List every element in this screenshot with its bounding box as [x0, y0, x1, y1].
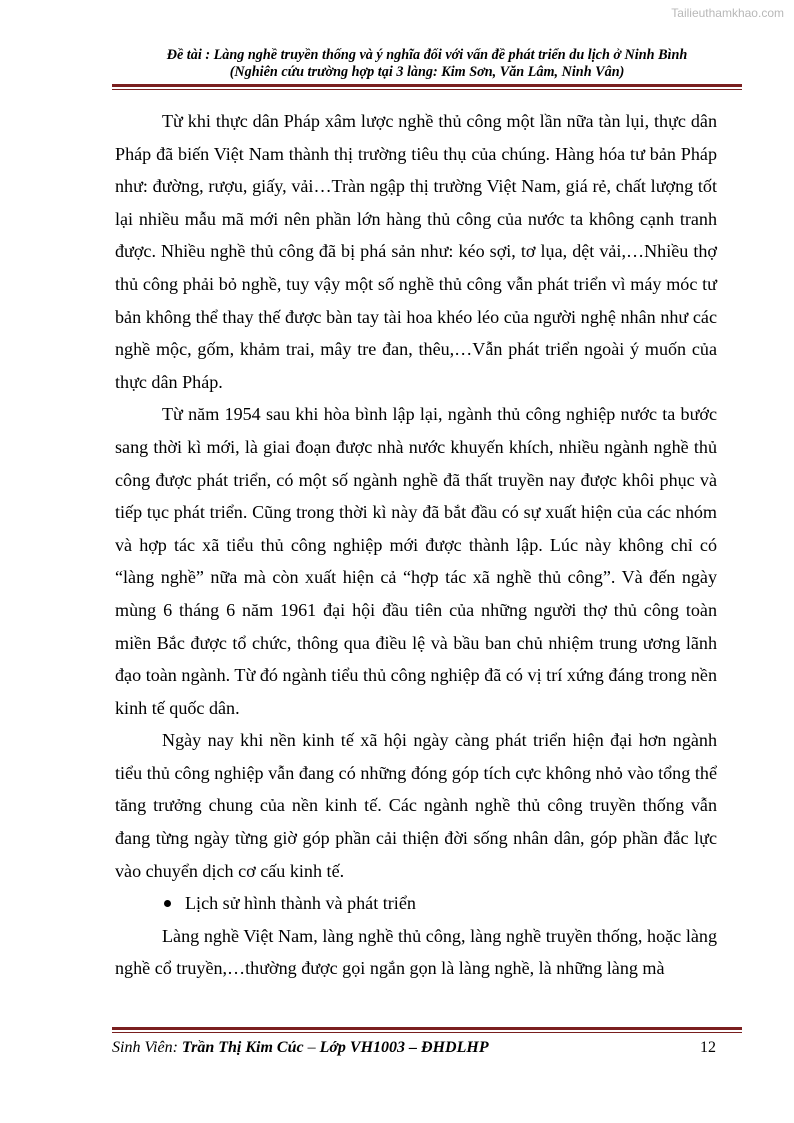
page-footer: [112, 1039, 716, 1057]
footer-student-name: Trần Thị Kim Cúc: [181, 1039, 304, 1056]
document-body: [115, 105, 717, 985]
header-subtitle: (Nghiên cứu trường hợp tại 3 làng: Kim Sơn, Văn Lâm, Ninh Vân): [229, 64, 625, 80]
footer-divider: [112, 1027, 742, 1030]
paragraph: Từ năm 1954 sau khi hòa bình lập lại, ngành thủ công nghiệp nước ta bước sang thời kì mới, là giai đoạn được nhà nước khuyến khích, nhiều ngành nghề thủ công được phát triển, có một số ngành nghề đã thất truyền nay được khôi phục và tiếp tục phát triển. Cũng trong thời kì này đã bắt đầu có sự xuất hiện của các nhóm và hợp tác xã tiểu thủ công nghiệp mới được thành lập. Lúc này không chỉ có “làng nghề” nữa mà còn xuất hiện cả “hợp tác xã nghề thủ công”. Và đến ngày mùng 6 tháng 6 năm 1961 đại hội đầu tiên của những người thợ thủ công toàn miền Bắc được tổ chức, thông qua điều lệ và bầu ban chủ nhiệm trung ương lãnh đạo toàn ngành. Từ đó ngành tiểu thủ công nghiệp đã có vị trí xứng đáng trong nền kinh tế quốc dân.: [115, 404, 717, 718]
paragraph: Ngày nay khi nền kinh tế xã hội ngày càng phát triển hiện đại hơn ngành tiểu thủ công nghiệp vẫn đang có những đóng góp tích cực không nhỏ vào tổng thể tăng trưởng chung của nền kinh tế. Các ngành nghề thủ công truyền thống vẫn đang từng ngày từng giờ góp phần cải thiện đời sống nhân dân, góp phần đắc lực vào chuyển dịch cơ cấu kinh tế.: [115, 730, 717, 881]
paragraph: Làng nghề Việt Nam, làng nghề thủ công, làng nghề truyền thống, hoặc làng nghề cổ truyền,…thường được gọi ngắn gọn là làng nghề, là những làng mà: [115, 925, 717, 979]
footer-label: Sinh Viên:: [112, 1039, 182, 1056]
paragraph: Từ khi thực dân Pháp xâm lược nghề thủ công một lần nữa tàn lụi, thực dân Pháp đã biến Việt Nam thành thị trường tiêu thụ của chúng. Hàng hóa tư bản Pháp như: đường, rượu, giấy, vải…Tràn ngập thị trường Việt Nam, giá rẻ, chất lượng tốt lại nhiều mẫu mã mới nên phần lớn hàng thủ công của nước ta không cạnh tranh được. Nhiều nghề thủ công đã bị phá sản như: kéo sợi, tơ lụa, dệt vải,…Nhiều thợ thủ công phải bỏ nghề, tuy vậy một số nghề thủ công vẫn phát triển vì máy móc tư bản không thể thay thế được bàn tay tài hoa khéo léo của người nghệ nhân như các nghề mộc, gốm, khảm trai, mây tre đan, thêu,…Vẫn phát triển ngoài ý muốn của thực dân Pháp.: [115, 111, 717, 392]
page-number: 12: [700, 1039, 716, 1056]
header-divider: [112, 84, 742, 87]
bullet-text: Lịch sử hình thành và phát triển: [185, 893, 416, 914]
page-header: [112, 47, 742, 81]
footer-divider-thin: [112, 1032, 742, 1033]
footer-separator: –: [303, 1039, 320, 1056]
header-title: Đề tài : Làng nghề truyền thống và ý nghĩa đối với vấn đề phát triển du lịch ở Ninh Bình: [166, 47, 688, 63]
footer-class-info: Lớp VH1003 – ĐHDLHP: [319, 1039, 489, 1056]
watermark: Tailieuthamkhao.com: [671, 6, 784, 20]
bullet-item: [115, 887, 717, 920]
header-divider-thin: [112, 89, 742, 90]
